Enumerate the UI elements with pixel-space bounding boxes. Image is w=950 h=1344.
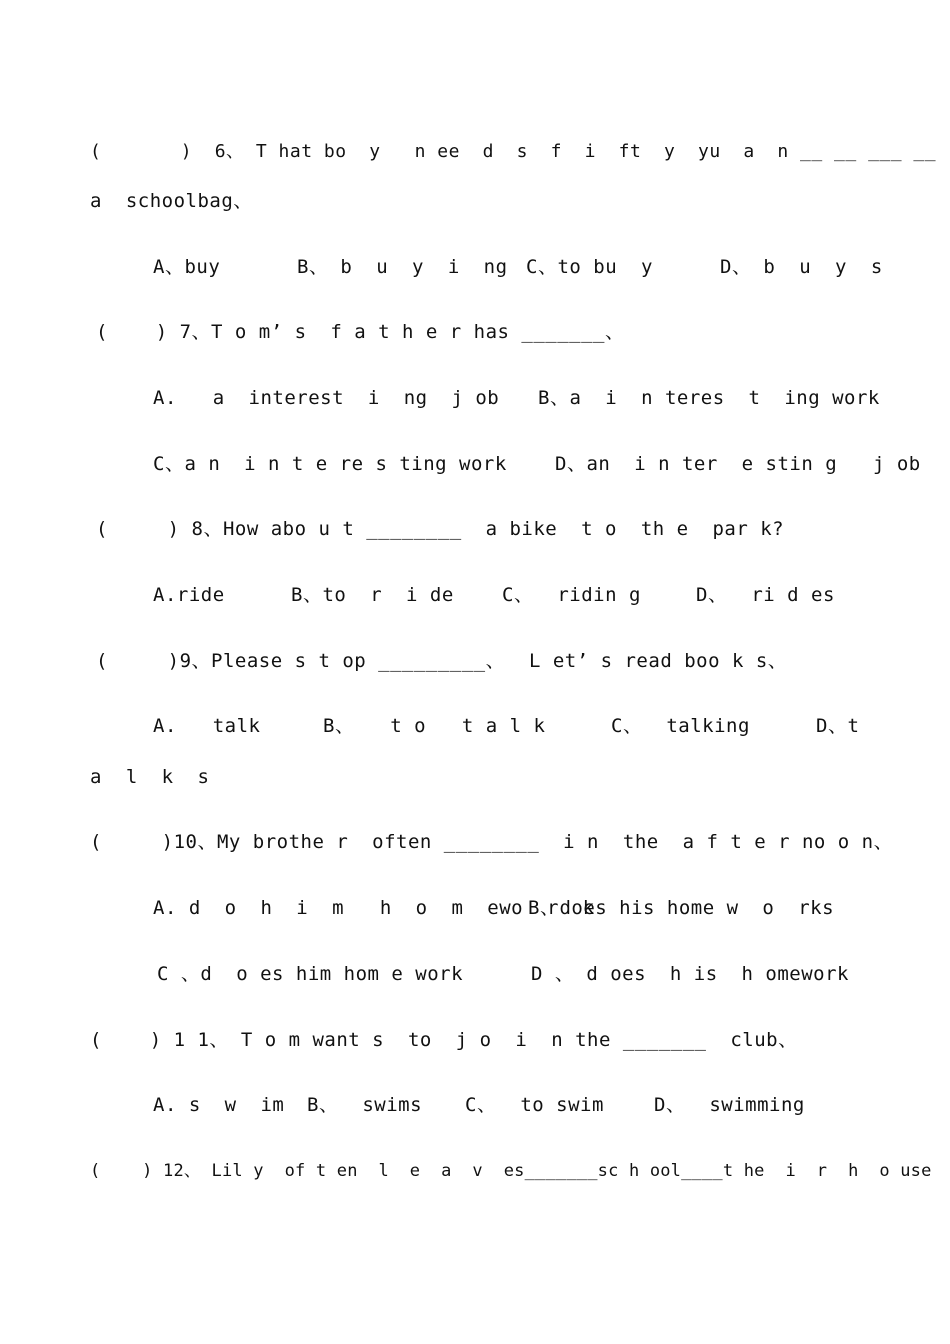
- question-6-stem-continuation: a schoolbag、: [90, 190, 253, 212]
- question-12-stem: ( ) 12、 Lil y of t en l e a v es_______sc h ool____t he i r h o use: [90, 1161, 932, 1181]
- question-11-option-b: B、 swims: [307, 1094, 423, 1116]
- question-10-option-b: B、does his home w o rks: [528, 897, 835, 919]
- question-11-stem: ( ) 1 1、 T o m want s to j o i n the _______ club、: [90, 1029, 798, 1051]
- question-9-option-d: D、t: [816, 715, 860, 737]
- question-9-option-d-continuation: a l k s: [90, 766, 210, 788]
- question-10-option-c: C 、d o es him hom e work: [157, 963, 464, 985]
- question-8-stem: ( ) 8、How abo u t ________ a bike t o th e par k?: [96, 518, 785, 540]
- question-7-option-d: D、an i n ter e stin g j ob: [555, 453, 921, 475]
- question-11-option-c: C、 to swim: [465, 1094, 604, 1116]
- question-6-option-a: A、buy: [153, 256, 221, 278]
- question-6-option-c: C、to bu y: [526, 256, 653, 278]
- question-9-option-a: A. talk: [153, 715, 261, 737]
- question-9-option-b: B、 t o t a l k: [323, 715, 546, 737]
- question-9-stem: ( )9、Please s t op _________、 L et’ s read boo k s、: [96, 650, 788, 672]
- question-7-stem: ( ) 7、T o m’ s f a t h e r has _______、: [96, 321, 625, 343]
- question-9-option-c: C、 talking: [611, 715, 750, 737]
- question-6-option-b: B、 b u y i ng: [297, 256, 508, 278]
- question-8-option-b: B、to r i de: [291, 584, 454, 606]
- question-8-option-a: A.ride: [153, 584, 225, 606]
- question-11-option-d: D、 swimming: [654, 1094, 805, 1116]
- question-8-option-c: C、 ridin g: [502, 584, 641, 606]
- question-7-option-b: B、a i n teres t ing work: [538, 387, 880, 409]
- question-8-option-d: D、 ri d es: [696, 584, 835, 606]
- question-11-option-a: A. s w im: [153, 1094, 285, 1116]
- question-10-stem: ( )10、My brothe r often ________ i n the a f t e r no o n、: [90, 831, 894, 853]
- question-6-option-d: D、 b u y s: [720, 256, 883, 278]
- question-6-stem: ( ) 6、 T hat bo y n ee d s f i ft y yu a n __ __ ___ __: [90, 141, 937, 162]
- question-10-option-d: D 、 d oes h is h omework: [531, 963, 849, 985]
- question-10-option-a: A. d o h i m h o m ewo r k: [153, 897, 595, 919]
- question-7-option-c: C、a n i n t e re s ting work: [153, 453, 507, 475]
- question-7-option-a: A. a interest i ng j ob: [153, 387, 500, 409]
